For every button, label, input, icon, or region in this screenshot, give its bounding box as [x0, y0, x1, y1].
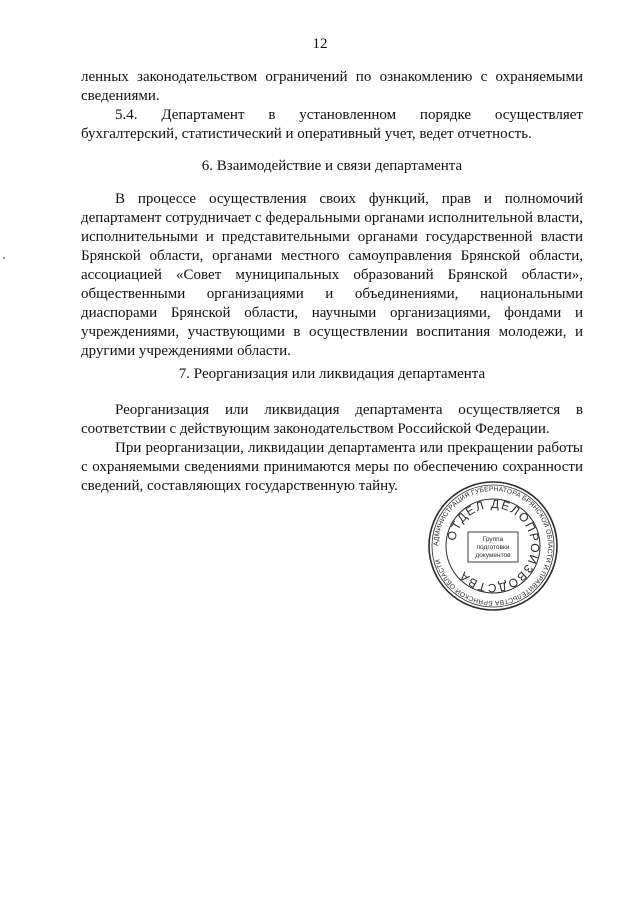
section-6-body: В процессе осуществления своих функций, прав и полномочий департамент сотрудничает с федеральными органами исполнительной власти, исполнительными и представительными органами государственной власти Брянской области, органами местного самоуправления Брянской области, ассоциацией «Совет муниципальных образований Брянской области», общественными организациями и объединениями, национальными диаспорами Брянской области, научными организациями, фондами и учреждениями, участвующими в осуществлении воспитания молодежи, и другими учреждениями области.	[81, 191, 583, 359]
section-7-paragraph-1: Реорганизация или ликвидация департамента осуществляется в соответствии с действующим законодательством Российской Федерации.	[81, 402, 583, 437]
margin-dot	[3, 257, 5, 259]
paragraph-5-4: 5.4. Департамент в установленном порядке осуществляет бухгалтерский, статистический и оперативный учет, ведет отчетность.	[81, 107, 583, 142]
paragraph-continuation: ленных законодательством ограничений по ознакомлению с охраняемыми сведениями.	[81, 69, 583, 104]
stamp-outer-text: АДМИНИСТРАЦИЯ ГУБЕРНАТОРА БРЯНСКОЙ ОБЛАСТИ И ПРАВИТЕЛЬСТВА БРЯНСКОЙ ОБЛАСТИ	[432, 485, 554, 607]
page-number: 12	[312, 36, 328, 52]
stamp-center-line-3: документов	[475, 552, 511, 559]
section-7-paragraph-2: При реорганизации, ликвидации департамента или прекращении работы с охраняемыми сведениями принимаются меры по обеспечению сохранности сведений, составляющих государственную тайну.	[81, 440, 583, 494]
section-7-heading: 7. Реорганизация или ликвидация департамента	[178, 366, 486, 382]
stamp-center-line-1: Группа	[482, 536, 504, 543]
stamp-inner-text: ОТДЕЛ ДЕЛОПРОИЗВОДСТВА	[444, 496, 543, 596]
stamp-center-line-2: подготовки	[476, 544, 510, 551]
section-6-heading: 6. Взаимодействие и связи департамента	[201, 158, 463, 174]
official-stamp	[427, 480, 559, 612]
